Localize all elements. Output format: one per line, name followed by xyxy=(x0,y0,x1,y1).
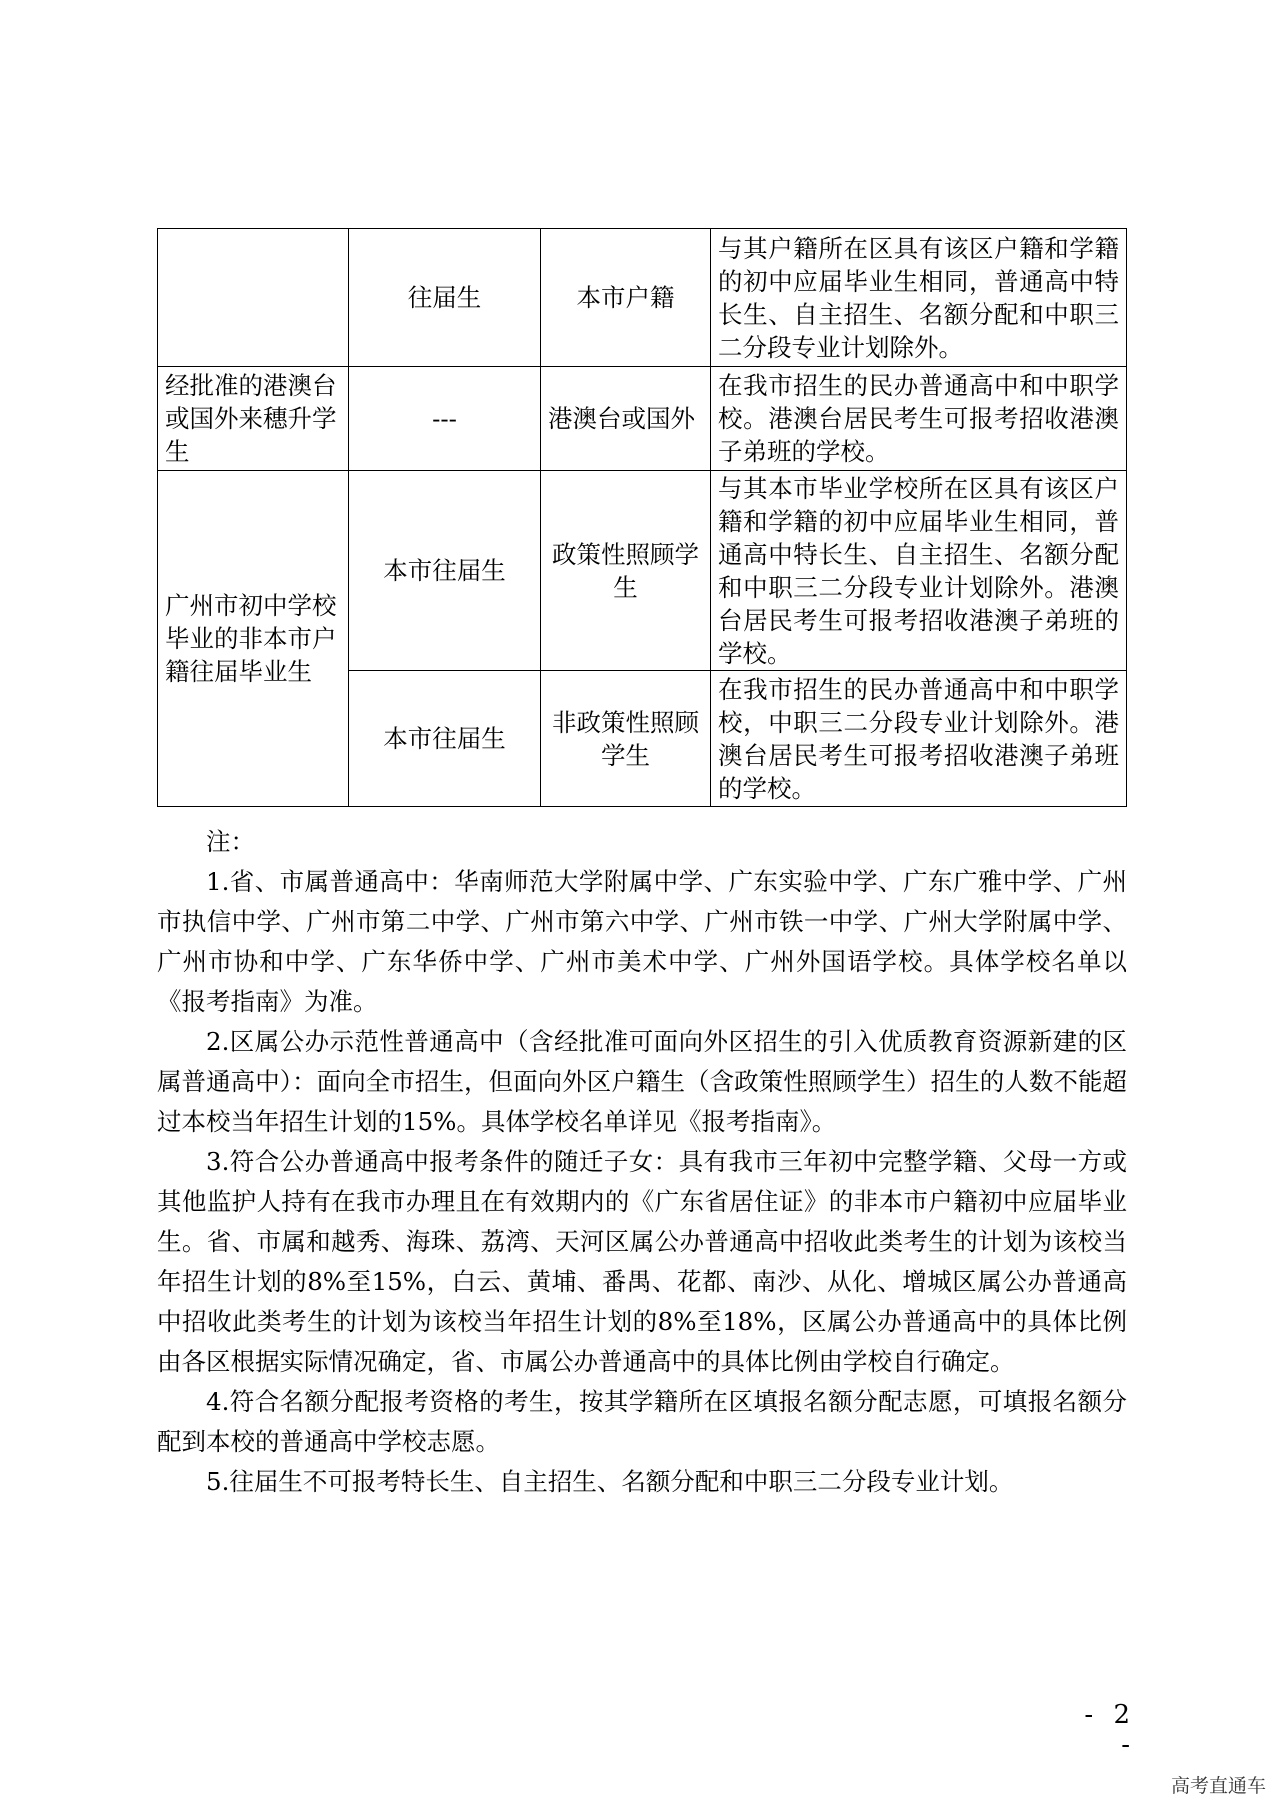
table-cell-category xyxy=(158,229,349,367)
table-row xyxy=(158,471,1127,671)
note-item: 2.区属公办示范性普通高中（含经批准可面向外区招生的引入优质教育资源新建的区属普通高中）：面向全市招生，但面向外区户籍生（含政策性照顾学生）招生的人数不能超过本校当年招生计划的15%。具体学校名单详见《报考指南》。 xyxy=(157,1027,1127,1136)
table-cell-household: 政策性照顾学生 xyxy=(541,471,711,671)
page-number: - 2 - xyxy=(1084,1700,1136,1760)
note-item: 4.符合名额分配报考资格的考生，按其学籍所在区填报名额分配志愿，可填报名额分配到本校的普通高中学校志愿。 xyxy=(157,1387,1127,1456)
notes-section xyxy=(157,822,1127,1502)
table-cell-student-type: 往届生 xyxy=(349,229,541,367)
table-cell-household: 本市户籍 xyxy=(541,229,711,367)
table-cell-student-type: 本市往届生 xyxy=(349,671,541,807)
table-row xyxy=(158,229,1127,367)
note-item: 1.省、市属普通高中：华南师范大学附属中学、广东实验中学、广东广雅中学、广州市执信中学、广州市第二中学、广州市第六中学、广州市铁一中学、广州大学附属中学、广州市协和中学、广东华侨中学、广州市美术中学、广州外国语学校。具体学校名单以《报考指南》为准。 xyxy=(157,867,1127,1016)
note-item: 3.符合公办普通高中报考条件的随迁子女：具有我市三年初中完整学籍、父母一方或其他监护人持有在我市办理且在有效期内的《广东省居住证》的非本市户籍初中应届毕业生。省、市属和越秀、海珠、荔湾、天河区属公办普通高中招收此类考生的计划为该校当年招生计划的8%至15%，白云、黄埔、番禺、花都、南沙、从化、增城区属公办普通高中招收此类考生的计划为该校当年招生计划的8%至18%，区属公办普通高中的具体比例由各区根据实际情况确定，省、市属公办普通高中的具体比例由学校自行确定。 xyxy=(157,1147,1127,1376)
table-cell-student-type: 本市往届生 xyxy=(349,471,541,671)
table-row xyxy=(158,367,1127,471)
admission-table xyxy=(157,228,1127,807)
notes-heading: 注： xyxy=(206,827,255,856)
note-item: 5.往届生不可报考特长生、自主招生、名额分配和中职三二分段专业计划。 xyxy=(206,1467,1014,1496)
table-cell-eligibility: 在我市招生的民办普通高中和中职学校，中职三二分段专业计划除外。港澳台居民考生可报考招收港澳子弟班的学校。 xyxy=(711,671,1127,807)
table-cell-student-type: --- xyxy=(349,367,541,471)
watermark: 高考直通车 xyxy=(1170,1775,1266,1797)
table-cell-eligibility: 与其本市毕业学校所在区具有该区户籍和学籍的初中应届毕业生相同，普通高中特长生、自主招生、名额分配和中职三二分段专业计划除外。港澳台居民考生可报考招收港澳子弟班的学校。 xyxy=(711,471,1127,671)
table-cell-category: 经批准的港澳台或国外来穗升学生 xyxy=(158,367,349,471)
table-cell-eligibility: 与其户籍所在区具有该区户籍和学籍的初中应届毕业生相同，普通高中特长生、自主招生、名额分配和中职三二分段专业计划除外。 xyxy=(711,229,1127,367)
table-cell-household: 港澳台或国外 xyxy=(541,367,711,471)
table-cell-household: 非政策性照顾学生 xyxy=(541,671,711,807)
table-cell-eligibility: 在我市招生的民办普通高中和中职学校。港澳台居民考生可报考招收港澳子弟班的学校。 xyxy=(711,367,1127,471)
table-cell-category: 广州市初中学校毕业的非本市户籍往届毕业生 xyxy=(158,471,349,807)
